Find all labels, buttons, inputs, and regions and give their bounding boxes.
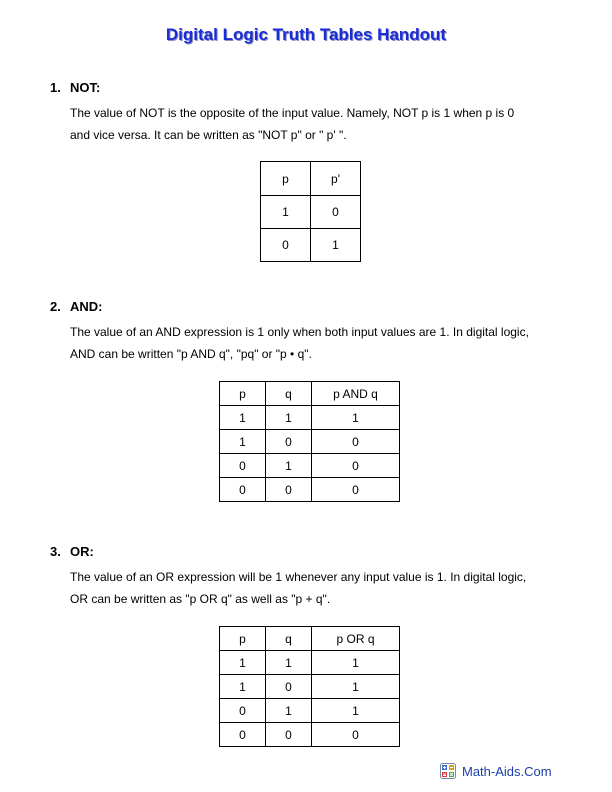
header-cell: p [220, 382, 266, 406]
table-row [220, 723, 400, 747]
table-row [220, 406, 400, 430]
table-cell: 1 [220, 675, 266, 699]
table-cell: 1 [311, 229, 361, 262]
header-cell: p' [311, 162, 361, 196]
table-cell: 0 [220, 478, 266, 502]
header-cell: q [266, 382, 312, 406]
table-cell: 1 [266, 699, 312, 723]
section-heading-and [50, 299, 103, 314]
table-cell: 0 [266, 723, 312, 747]
section-description-not [70, 102, 540, 146]
site-logo[interactable] [440, 762, 552, 780]
table-header-row [261, 162, 361, 196]
truth-table-and [219, 381, 400, 502]
description-line: The value of an AND expression is 1 only when both input values are 1. In digital logic, [70, 325, 529, 339]
table-cell: 1 [312, 699, 400, 723]
table-row [261, 196, 361, 229]
section-number: 1. [50, 80, 61, 95]
table-cell: 0 [220, 454, 266, 478]
section-heading-or [50, 544, 94, 559]
table-cell: 1 [266, 454, 312, 478]
table-cell: 0 [220, 699, 266, 723]
table-cell: 0 [312, 454, 400, 478]
description-line: AND can be written "p AND q", "pq" or "p • q". [70, 347, 312, 361]
section-description-or [70, 566, 540, 610]
table-cell: 0 [266, 430, 312, 454]
table-cell: 0 [312, 430, 400, 454]
description-line: The value of NOT is the opposite of the input value. Namely, NOT p is 1 when p is 0 [70, 106, 515, 120]
table-cell: 1 [220, 430, 266, 454]
header-cell: q [266, 627, 312, 651]
table-cell: 0 [266, 675, 312, 699]
table-cell: 0 [220, 723, 266, 747]
header-cell: p [220, 627, 266, 651]
section-title: OR: [70, 544, 94, 559]
table-cell: 1 [266, 406, 312, 430]
table-cell: 1 [312, 406, 400, 430]
section-title: NOT: [70, 80, 101, 95]
table-cell: 0 [312, 478, 400, 502]
table-cell: 0 [261, 229, 311, 262]
table-header-row [220, 382, 400, 406]
table-cell: 0 [312, 723, 400, 747]
calculator-icon [440, 763, 456, 779]
table-cell: 1 [312, 675, 400, 699]
truth-table-not [260, 161, 361, 262]
truth-table-or [219, 626, 400, 747]
table-row [220, 454, 400, 478]
table-row [220, 430, 400, 454]
table-cell: 0 [266, 478, 312, 502]
logo-text: Math-Aids.Com [462, 763, 552, 779]
description-line: and vice versa. It can be written as "NOT p" or " p' ". [70, 128, 347, 142]
table-header-row [220, 627, 400, 651]
table-cell: 0 [311, 196, 361, 229]
section-number: 2. [50, 299, 61, 314]
header-cell: p OR q [312, 627, 400, 651]
table-cell: 1 [266, 651, 312, 675]
table-row [220, 675, 400, 699]
description-line: OR can be written as "p OR q" as well as "p + q". [70, 592, 331, 606]
table-cell: 1 [220, 406, 266, 430]
description-line: The value of an OR expression will be 1 whenever any input value is 1. In digital logic, [70, 570, 527, 584]
table-row [220, 699, 400, 723]
table-row [220, 651, 400, 675]
table-cell: 1 [220, 651, 266, 675]
table-cell: 1 [312, 651, 400, 675]
section-description-and [70, 321, 540, 365]
section-title: AND: [70, 299, 103, 314]
page-title: Digital Logic Truth Tables Handout [165, 25, 447, 44]
table-row [261, 229, 361, 262]
table-row [220, 478, 400, 502]
section-number: 3. [50, 544, 61, 559]
header-cell: p [261, 162, 311, 196]
table-cell: 1 [261, 196, 311, 229]
header-cell: p AND q [312, 382, 400, 406]
section-heading-not [50, 80, 100, 95]
